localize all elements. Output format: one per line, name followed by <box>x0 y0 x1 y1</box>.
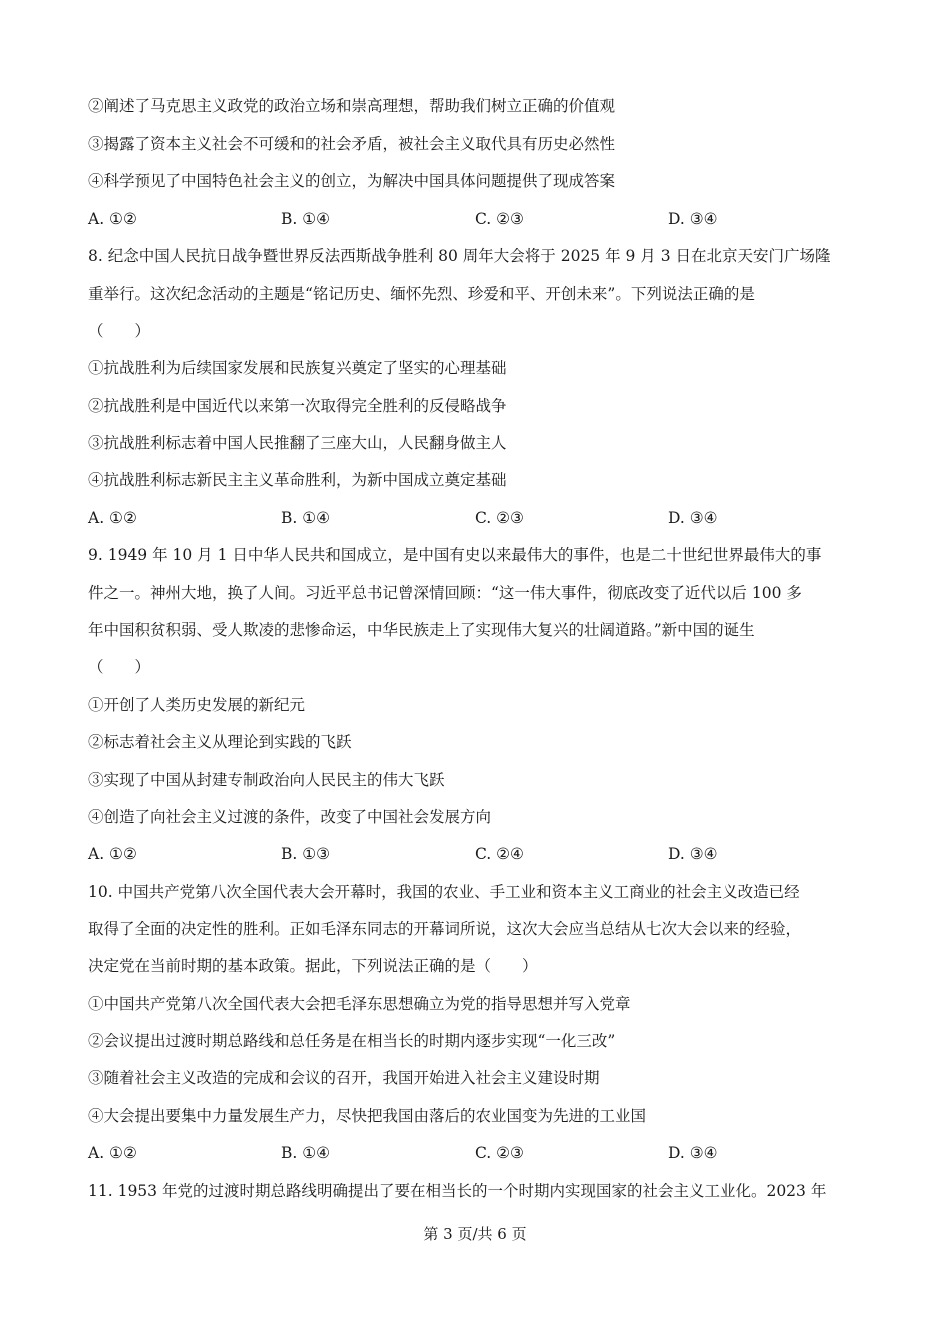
q10-item-4: ④大会提出要集中力量发展生产力，尽快把我国由落后的农业国变为先进的工业国 <box>88 1107 647 1125</box>
q8-option-c[interactable]: C. ②③ <box>475 509 524 527</box>
q10-options <box>88 1143 868 1163</box>
q10-option-d[interactable]: D. ③④ <box>668 1144 718 1162</box>
q8-option-d[interactable]: D. ③④ <box>668 509 718 527</box>
q10-option-c[interactable]: C. ②③ <box>475 1144 524 1162</box>
q9-item-3: ③实现了中国从封建专制政治向人民民主的伟大飞跃 <box>88 771 445 789</box>
q8-item-4: ④抗战胜利标志新民主主义革命胜利，为新中国成立奠定基础 <box>88 471 507 489</box>
q10-item-3: ③随着社会主义改造的完成和会议的召开，我国开始进入社会主义建设时期 <box>88 1069 600 1087</box>
q10-stem-line-3: 决定党在当前时期的基本政策。据此，下列说法正确的是（ ） <box>88 957 538 975</box>
q8-stem-line-2: 重举行。这次纪念活动的主题是“铭记历史、缅怀先烈、珍爱和平、开创未来”。下列说法正确的是 <box>88 285 755 303</box>
q10-stem-line-1: 10. 中国共产党第八次全国代表大会开幕时，我国的农业、手工业和资本主义工商业的社会主义改造已经 <box>88 883 800 901</box>
q8-options <box>88 508 868 528</box>
q9-answer-blank: （ ） <box>88 658 151 676</box>
q8-item-2: ②抗战胜利是中国近代以来第一次取得完全胜利的反侵略战争 <box>88 397 507 415</box>
q9-option-a[interactable]: A. ①② <box>88 845 137 863</box>
q9-option-c[interactable]: C. ②④ <box>475 845 524 863</box>
q9-stem-line-3: 年中国积贫积弱、受人欺凌的悲惨命运，中华民族走上了实现伟大复兴的壮阔道路。”新中国的诞生 <box>88 621 755 639</box>
q10-option-a[interactable]: A. ①② <box>88 1144 137 1162</box>
q7-option-a[interactable]: A. ①② <box>88 210 137 228</box>
q9-item-4: ④创造了向社会主义过渡的条件，改变了中国社会发展方向 <box>88 808 492 826</box>
q8-option-b[interactable]: B. ①④ <box>281 509 331 527</box>
q11-stem-line-1: 11. 1953 年党的过渡时期总路线明确提出了要在相当长的一个时期内实现国家的社会主义工业化。2023 年 <box>88 1182 827 1200</box>
q7-options <box>88 209 868 229</box>
q8-answer-blank: （ ） <box>88 322 151 340</box>
q9-options <box>88 844 868 864</box>
q9-option-b[interactable]: B. ①③ <box>281 845 331 863</box>
q9-item-2: ②标志着社会主义从理论到实践的飞跃 <box>88 733 352 751</box>
q7-option-d[interactable]: D. ③④ <box>668 210 718 228</box>
page-number: 第 3 页/共 6 页 <box>423 1225 527 1243</box>
q9-option-d[interactable]: D. ③④ <box>668 845 718 863</box>
q9-stem-line-1: 9. 1949 年 10 月 1 日中华人民共和国成立，是中国有史以来最伟大的事件，也是二十世纪世界最伟大的事 <box>88 546 822 564</box>
q10-item-2: ②会议提出过渡时期总路线和总任务是在相当长的时期内逐步实现“一化三改” <box>88 1032 616 1050</box>
q10-stem-line-2: 取得了全面的决定性的胜利。正如毛泽东同志的开幕词所说，这次大会应当总结从七次大会以来的经验， <box>88 920 802 938</box>
q8-option-a[interactable]: A. ①② <box>88 509 137 527</box>
q8-item-3: ③抗战胜利标志着中国人民推翻了三座大山，人民翻身做主人 <box>88 434 507 452</box>
q7-item-3: ③揭露了资本主义社会不可缓和的社会矛盾，被社会主义取代具有历史必然性 <box>88 135 616 153</box>
q9-item-1: ①开创了人类历史发展的新纪元 <box>88 696 306 714</box>
q7-option-b[interactable]: B. ①④ <box>281 210 331 228</box>
q10-item-1: ①中国共产党第八次全国代表大会把毛泽东思想确立为党的指导思想并写入党章 <box>88 995 631 1013</box>
q8-stem-line-1: 8. 纪念中国人民抗日战争暨世界反法西斯战争胜利 80 周年大会将于 2025 年 9 月 3 日在北京天安门广场隆 <box>88 247 831 265</box>
q10-option-b[interactable]: B. ①④ <box>281 1144 331 1162</box>
q8-item-1: ①抗战胜利为后续国家发展和民族复兴奠定了坚实的心理基础 <box>88 359 507 377</box>
q7-option-c[interactable]: C. ②③ <box>475 210 524 228</box>
q7-item-2: ②阐述了马克思主义政党的政治立场和崇高理想，帮助我们树立正确的价值观 <box>88 97 616 115</box>
q9-stem-line-2: 件之一。神州大地，换了人间。习近平总书记曾深情回顾：“这一伟大事件，彻底改变了近代以后 100 多 <box>88 584 802 602</box>
q7-item-4: ④科学预见了中国特色社会主义的创立，为解决中国具体问题提供了现成答案 <box>88 172 616 190</box>
